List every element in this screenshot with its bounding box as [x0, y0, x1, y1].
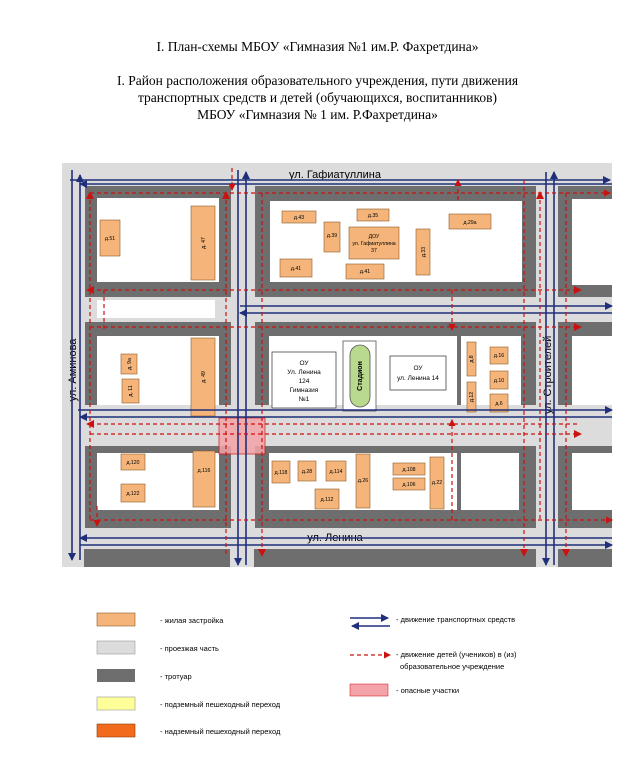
label-d16: д.16: [493, 353, 505, 359]
legend-road: - проезжая часть: [160, 644, 219, 653]
subtitle-line-1: I. Район расположения образовательного учреждения, пути движения: [116, 73, 519, 88]
stadium-label: Стадион: [357, 361, 364, 391]
school-14-label-2: ул. Ленина 14: [397, 375, 439, 382]
label-d12: д.12: [469, 391, 475, 403]
page-title: I. План-схемы МБОУ «Гимназия №1 им.Р. Фахретдина»: [156, 39, 479, 54]
label-d26: д.26: [357, 478, 369, 484]
subtitle-line-3: МБОУ «Гимназия № 1 им. Р.Фахретдина»: [197, 107, 438, 122]
subtitle-line-2: транспортных средств и детей (обучающихся, воспитанников): [137, 90, 498, 105]
label-dou-3: 37: [371, 248, 377, 254]
label-d116: д.116: [197, 468, 211, 474]
gym-label-1: ОУ: [299, 360, 309, 367]
label-d33: д.33: [421, 246, 427, 258]
gym-label-3: 124: [298, 378, 310, 385]
label-d41b: д.41: [359, 269, 371, 275]
legend-sidewalk: - тротуар: [160, 672, 192, 681]
gym-label-2: Ул. Ленина: [287, 369, 321, 376]
label-d120: д.120: [126, 460, 140, 466]
legend-underground: - подземный пешеходный переход: [160, 700, 281, 709]
legend-children-2: образовательное учреждение: [400, 662, 505, 671]
yard-strip: [97, 300, 215, 318]
gym-label-4: Гимназия: [289, 387, 319, 394]
house-d116: [193, 451, 215, 507]
label-d29a: д.29а: [463, 220, 477, 226]
legend-swatch-road: [97, 641, 135, 654]
label-d49: д. 49: [201, 371, 207, 383]
label-d6: д.6: [495, 401, 503, 407]
legend: [97, 613, 517, 737]
legend-traffic: - движение транспортных средств: [396, 615, 516, 624]
label-dou-1: ДОУ: [368, 234, 380, 240]
legend-swatch-danger: [350, 684, 388, 696]
school-14-building: [390, 356, 446, 390]
label-d41a: д.41: [290, 266, 302, 272]
label-d9a: д. 9а: [127, 358, 133, 370]
label-d112: д.112: [320, 497, 334, 503]
label-d39: д.39: [326, 233, 338, 239]
legend-overground: - надземный пешеходный переход: [160, 727, 281, 736]
label-d51: д.51: [104, 236, 116, 242]
label-d11: д. 11: [128, 385, 134, 397]
label-dou-2: ул. Гафиатуллина: [352, 241, 396, 247]
label-d122: д.122: [126, 491, 140, 497]
label-d35: д.35: [367, 213, 379, 219]
label-d10: д.10: [493, 378, 505, 384]
school-14-label-1: ОУ: [413, 365, 423, 372]
label-d108: д.108: [402, 467, 416, 473]
street-label-top: ул. Гафиатуллина: [289, 169, 381, 181]
label-d43: д.43: [293, 215, 305, 221]
road-strip-right: [560, 300, 612, 320]
legend-danger: - опасные участки: [396, 686, 460, 695]
street-label-bottom: ул. Ленина: [307, 532, 363, 544]
label-d8: д.8: [469, 355, 475, 363]
label-d118: д.118: [274, 470, 288, 476]
gym-label-5: №1: [298, 396, 310, 403]
legend-swatch-underground: [97, 697, 135, 710]
legend-housing: - жилая застройка: [160, 616, 224, 625]
legend-swatch-housing: [97, 613, 135, 626]
label-d106: д.106: [402, 482, 416, 488]
label-d114: д.114: [329, 469, 343, 475]
street-label-left: ул. Аминова: [67, 338, 79, 402]
street-label-right: ул. Строителей: [542, 335, 554, 415]
legend-swatch-overground: [97, 724, 135, 737]
label-d22: д.22: [431, 480, 443, 486]
label-d47: д. 47: [201, 237, 207, 249]
label-d28: д.28: [301, 469, 313, 475]
legend-swatch-sidewalk: [97, 669, 135, 682]
legend-children-1: - движение детей (учеников) в (из): [396, 650, 517, 659]
